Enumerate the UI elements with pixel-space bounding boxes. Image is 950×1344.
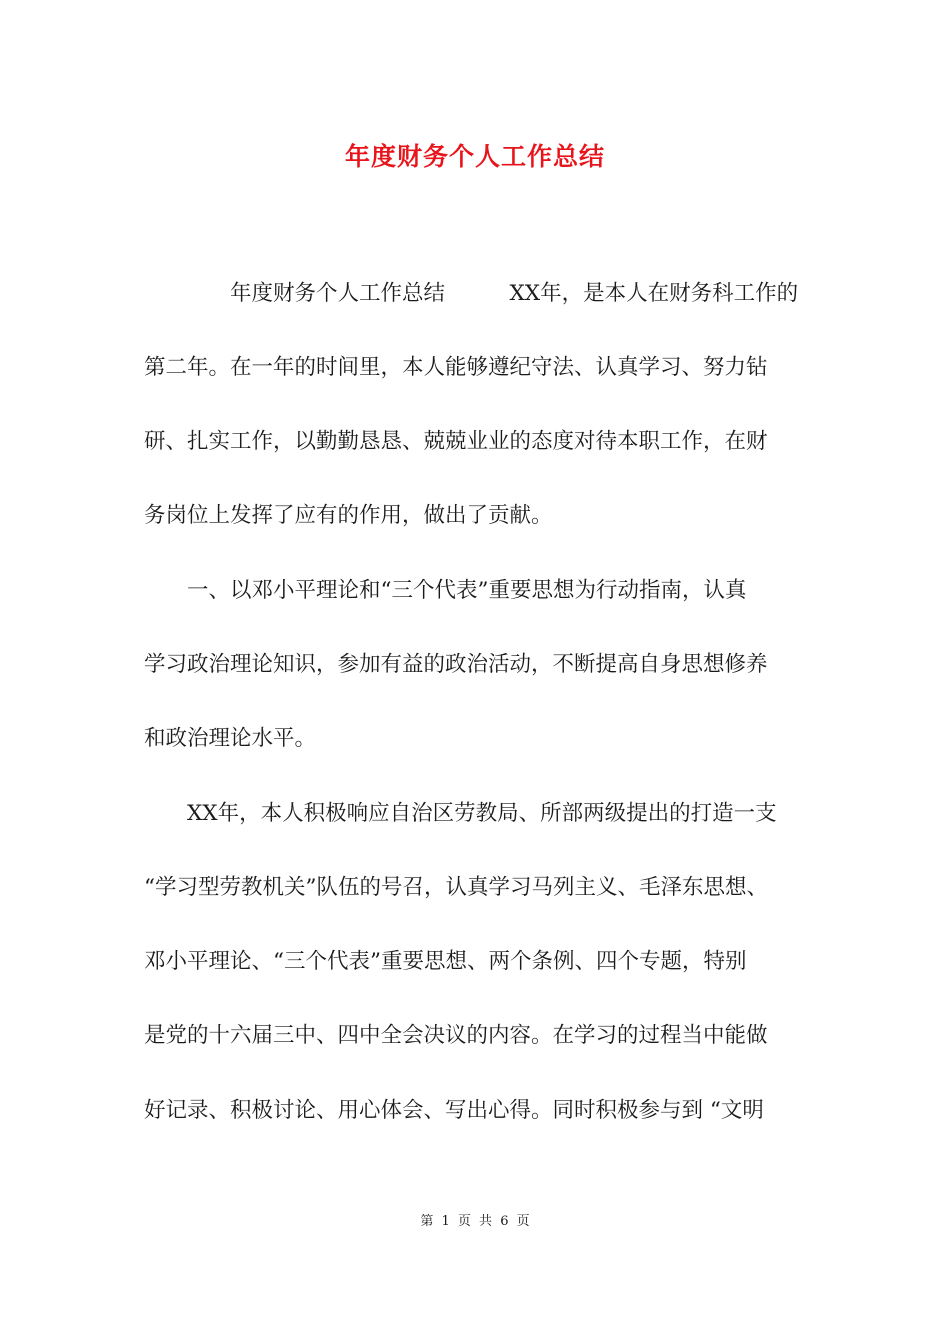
page-number: 第 1 页 共 6 页 — [420, 1214, 530, 1229]
body-line: 研、扎实工作，以勤勤恳恳、兢兢业业的态度对待本职工作，在财 — [144, 429, 768, 454]
body-line: 第二年。在一年的时间里，本人能够遵纪守法、认真学习、努力钻 — [144, 355, 768, 380]
body-line: 一、以邓小平理论和“三个代表”重要思想为行动指南，认真 — [144, 578, 747, 603]
body-line: 好记录、积极讨论、用心体会、写出心得。同时积极参与到 “文明 — [144, 1098, 764, 1123]
body-line: “学习型劳教机关”队伍的号召，认真学习马列主义、毛泽东思想、 — [144, 875, 768, 900]
body-line: 邓小平理论、“三个代表”重要思想、两个条例、四个专题，特别 — [144, 949, 747, 974]
body-line: 务岗位上发挥了应有的作用，做出了贡献。 — [144, 503, 553, 528]
body-line: 年度财务个人工作总结 XX年，是本人在财务科工作的 — [144, 281, 799, 306]
body-line: 是党的十六届三中、四中全会决议的内容。在学习的过程当中能做 — [144, 1023, 768, 1048]
body-line: 学习政治理论知识，参加有益的政治活动，不断提高自身思想修养 — [144, 652, 768, 677]
document-title: 年度财务个人工作总结 — [344, 142, 605, 171]
body-line: XX年，本人积极响应自治区劳教局、所部两级提出的打造一支 — [144, 801, 777, 826]
body-line: 和政治理论水平。 — [144, 726, 317, 751]
